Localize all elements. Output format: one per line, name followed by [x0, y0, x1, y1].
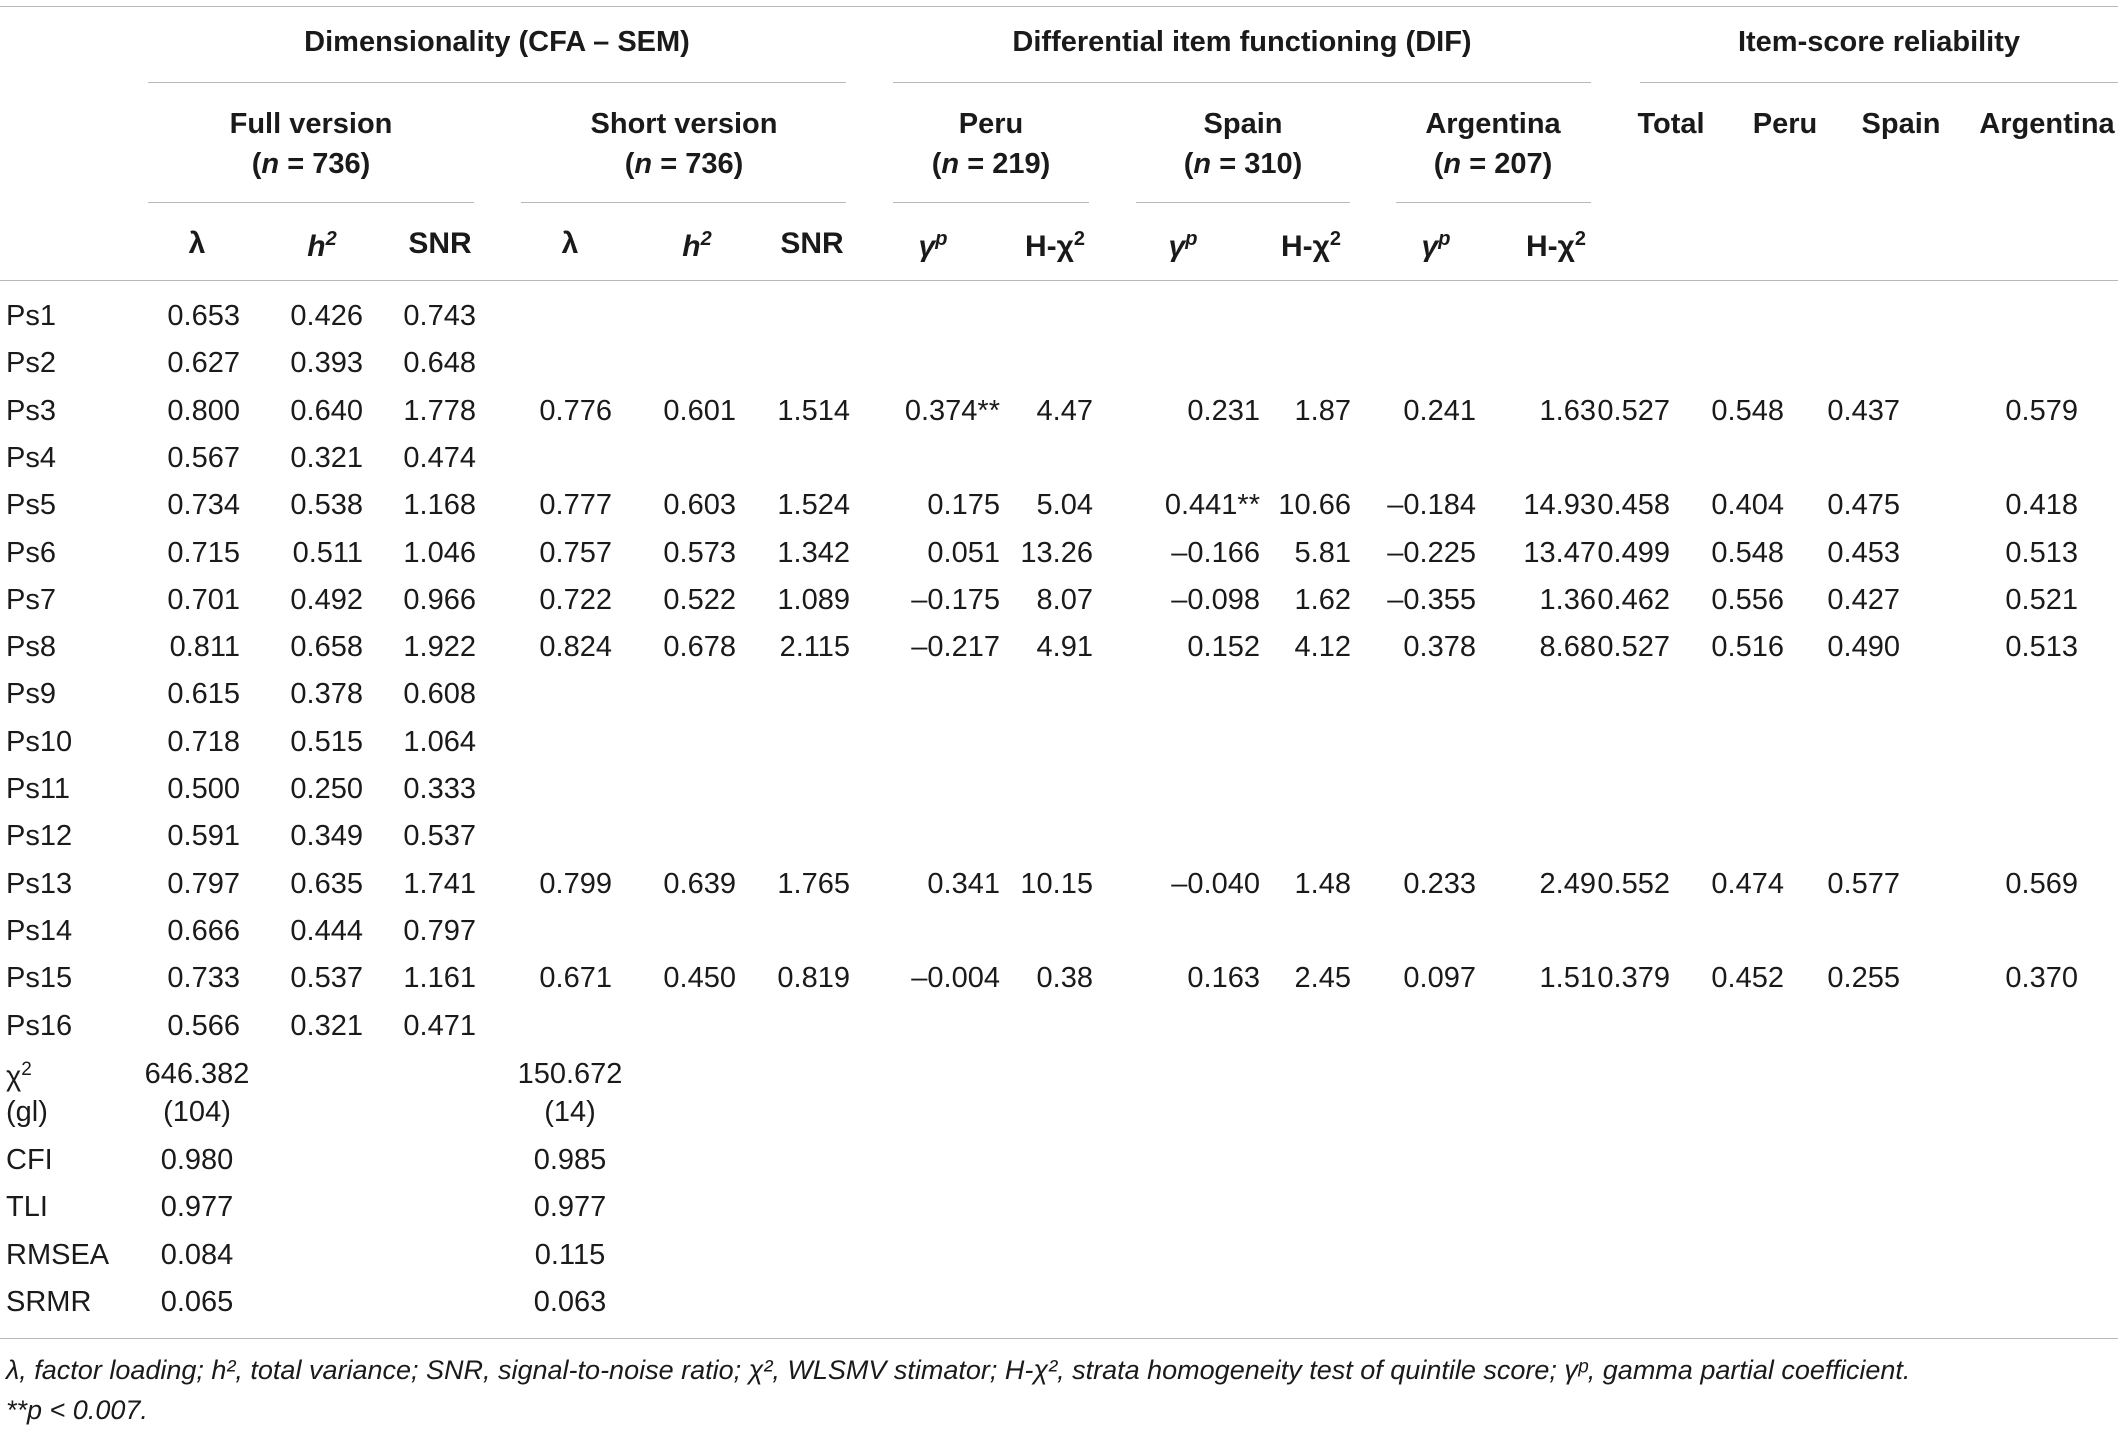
cell-snr-short: 0.819 [777, 962, 850, 994]
subheader-argentina: Argentina [1425, 108, 1561, 140]
cell-h2-full: 0.426 [290, 300, 363, 332]
cell-rel-argentina: 0.418 [2005, 489, 2078, 521]
cell-snr-full: 1.046 [403, 537, 476, 569]
cell-lambda-full: 0.615 [167, 678, 240, 710]
cell-h2-full: 0.250 [290, 773, 363, 805]
cell-item-label: Ps7 [6, 584, 56, 616]
cell-rel-total: 0.499 [1597, 537, 1670, 569]
cell-snr-full: 0.537 [403, 820, 476, 852]
cell-rel-spain: 0.490 [1827, 631, 1900, 663]
group-header-reliability: Item-score reliability [1737, 26, 2021, 58]
fit-full: 0.084 [160, 1239, 234, 1271]
cell-lambda-full: 0.811 [169, 631, 240, 663]
cell-gamma-peru: –0.217 [911, 631, 1000, 663]
cell-rel-total: 0.458 [1597, 489, 1670, 521]
cell-hchi-spain: 4.12 [1294, 631, 1351, 663]
cell-h2-full: 0.321 [290, 442, 363, 474]
cell-h2-full: 0.538 [290, 489, 363, 521]
cell-hchi-peru: 10.15 [1020, 868, 1093, 900]
fit-label: TLI [6, 1191, 48, 1223]
cell-lambda-short: 0.777 [539, 489, 612, 521]
fit-full: 0.977 [160, 1191, 234, 1223]
cell-hchi-spain: 2.45 [1294, 962, 1351, 994]
cell-gamma-peru: –0.004 [911, 962, 1000, 994]
col-header-gamma-spain: $\gamma^p$ [1168, 228, 1198, 263]
cell-hchi-spain: 5.81 [1294, 537, 1351, 569]
cell-h2-full: 0.511 [292, 537, 363, 569]
cell-lambda-full: 0.566 [167, 1010, 240, 1042]
fit-short: 0.063 [533, 1286, 607, 1318]
cell-item-label: Ps6 [6, 537, 56, 569]
cell-hchi-peru: 5.04 [1036, 489, 1093, 521]
cell-lambda-full: 0.701 [167, 584, 240, 616]
cell-rel-total: 0.527 [1597, 395, 1670, 427]
cell-lambda-full: 0.500 [167, 773, 240, 805]
cell-hchi-argentina: 1.36 [1539, 584, 1596, 616]
cell-h2-full: 0.378 [290, 678, 363, 710]
fit-chi-full: 646.382 [144, 1058, 250, 1090]
cell-h2-full: 0.658 [290, 631, 363, 663]
n-short-version: (n = 736) [624, 148, 744, 180]
cell-lambda-full: 0.733 [167, 962, 240, 994]
cell-gamma-spain: –0.098 [1171, 584, 1260, 616]
cell-h2-short: 0.639 [663, 868, 736, 900]
footnote-legend: λ, factor loading; h², total variance; SNR, signal-to-noise ratio; χ², WLSMV stimator; H-χ², strata homogeneity test of quintile score; γᵖ, gamma partial coefficient. [6, 1355, 1911, 1385]
col-header-gamma-peru: $\gamma^p$ [918, 228, 948, 263]
fit-gl-short: (14) [544, 1096, 596, 1128]
cell-item-label: Ps11 [6, 773, 70, 805]
cell-lambda-full: 0.653 [167, 300, 240, 332]
fit-chi-short: 150.672 [517, 1058, 623, 1090]
cell-rel-peru: 0.548 [1711, 395, 1784, 427]
cell-snr-short: 1.342 [777, 537, 850, 569]
cell-snr-short: 1.524 [777, 489, 850, 521]
cell-gamma-peru: 0.374** [904, 395, 1000, 427]
cell-lambda-short: 0.757 [539, 537, 612, 569]
cell-h2-full: 0.515 [290, 726, 363, 758]
fit-label: RMSEA [6, 1239, 110, 1271]
cell-hchi-peru: 4.47 [1036, 395, 1093, 427]
cell-rel-spain: 0.427 [1827, 584, 1900, 616]
n-peru: (n = 219) [931, 148, 1051, 180]
cell-hchi-argentina: 13.47 [1523, 537, 1596, 569]
cell-h2-full: 0.349 [290, 820, 363, 852]
cell-snr-full: 1.741 [403, 868, 476, 900]
cell-snr-short: 1.514 [777, 395, 850, 427]
cell-item-label: Ps4 [6, 442, 56, 474]
fit-full: 0.065 [160, 1286, 234, 1318]
subheader-short-version: Short version [590, 108, 778, 140]
col-header-hchi-spain: $H-\chi^2$ [1280, 228, 1342, 263]
cell-gamma-argentina: 0.378 [1403, 631, 1476, 663]
cell-hchi-spain: 1.48 [1294, 868, 1351, 900]
spain-rule [1136, 202, 1350, 203]
col-header-gamma-argentina: $\gamma^p$ [1421, 228, 1451, 263]
short-version-rule [521, 202, 846, 203]
col-header-h2-full: $h^2$ [307, 228, 337, 263]
col-header-hchi-argentina: $H-\chi^2$ [1525, 228, 1587, 263]
cell-rel-spain: 0.453 [1827, 537, 1900, 569]
cell-lambda-short: 0.671 [539, 962, 612, 994]
cell-rel-spain: 0.255 [1827, 962, 1900, 994]
argentina-rule [1396, 202, 1591, 203]
cell-lambda-short: 0.776 [539, 395, 612, 427]
fit-full: 0.980 [160, 1144, 234, 1176]
cell-item-label: Ps15 [6, 962, 73, 994]
table-top-rule [0, 6, 2118, 7]
cell-rel-peru: 0.474 [1711, 868, 1784, 900]
cell-hchi-peru: 13.26 [1020, 537, 1093, 569]
cell-hchi-argentina: 8.68 [1539, 631, 1596, 663]
cell-lambda-full: 0.666 [167, 915, 240, 947]
cell-rel-total: 0.527 [1597, 631, 1670, 663]
cell-gamma-peru: 0.341 [927, 868, 1000, 900]
cell-h2-short: 0.603 [663, 489, 736, 521]
cell-lambda-full: 0.627 [167, 347, 240, 379]
cell-rel-total: 0.462 [1597, 584, 1670, 616]
cell-hchi-argentina: 14.93 [1523, 489, 1596, 521]
n-argentina: (n = 207) [1433, 148, 1553, 180]
cell-hchi-argentina: 1.51 [1539, 962, 1596, 994]
cell-snr-full: 1.168 [403, 489, 476, 521]
cell-hchi-peru: 8.07 [1036, 584, 1093, 616]
cell-snr-full: 0.966 [403, 584, 476, 616]
subheader-total: Total [1637, 108, 1705, 140]
n-spain: (n = 310) [1183, 148, 1303, 180]
cell-rel-spain: 0.475 [1827, 489, 1900, 521]
cell-item-label: Ps16 [6, 1010, 73, 1042]
cell-lambda-short: 0.799 [539, 868, 612, 900]
full-version-rule [148, 202, 474, 203]
cell-gamma-spain: 0.441** [1164, 489, 1260, 521]
cell-h2-short: 0.573 [663, 537, 736, 569]
cell-gamma-argentina: –0.355 [1387, 584, 1476, 616]
cell-item-label: Ps8 [6, 631, 56, 663]
fit-short: 0.115 [534, 1239, 606, 1271]
cell-gamma-argentina: –0.184 [1387, 489, 1476, 521]
cell-rel-peru: 0.556 [1711, 584, 1784, 616]
subheader-rel-spain: Spain [1861, 108, 1941, 140]
cell-gamma-spain: 0.163 [1187, 962, 1260, 994]
header-bottom-rule [0, 280, 2118, 281]
cell-rel-peru: 0.452 [1711, 962, 1784, 994]
cell-rel-argentina: 0.513 [2005, 537, 2078, 569]
cell-rel-total: 0.552 [1597, 868, 1670, 900]
col-header-snr-full: SNR [408, 227, 472, 260]
cell-hchi-argentina: 1.63 [1539, 395, 1596, 427]
subheader-rel-argentina: Argentina [1979, 108, 2115, 140]
cell-h2-full: 0.492 [290, 584, 363, 616]
cell-rel-argentina: 0.370 [2005, 962, 2078, 994]
cell-lambda-full: 0.715 [167, 537, 240, 569]
cell-snr-full: 1.778 [403, 395, 476, 427]
cell-gamma-peru: 0.175 [927, 489, 1000, 521]
cell-lambda-full: 0.800 [167, 395, 240, 427]
cell-hchi-argentina: 2.49 [1539, 868, 1596, 900]
cell-h2-full: 0.635 [290, 868, 363, 900]
cell-rel-peru: 0.548 [1711, 537, 1784, 569]
col-header-snr-short: SNR [780, 227, 844, 260]
cell-hchi-spain: 10.66 [1278, 489, 1351, 521]
footnote-significance: **p < 0.007. [6, 1395, 148, 1425]
cell-snr-full: 0.333 [403, 773, 476, 805]
cell-snr-full: 0.474 [403, 442, 476, 474]
col-header-hchi-peru: $H-\chi^2$ [1024, 228, 1086, 263]
cell-snr-short: 2.115 [779, 631, 850, 663]
cell-item-label: Ps1 [6, 300, 56, 332]
cell-item-label: Ps12 [6, 820, 73, 852]
cell-gamma-argentina: 0.097 [1403, 962, 1476, 994]
cell-h2-short: 0.522 [663, 584, 736, 616]
dif-rule [893, 82, 1591, 83]
cell-gamma-spain: 0.152 [1187, 631, 1260, 663]
cell-gamma-spain: 0.231 [1187, 395, 1260, 427]
col-header-lambda-short: λ [561, 227, 579, 260]
cell-item-label: Ps2 [6, 347, 56, 379]
cell-snr-full: 0.471 [403, 1010, 476, 1042]
subheader-spain: Spain [1203, 108, 1283, 140]
cell-h2-full: 0.444 [290, 915, 363, 947]
cell-h2-short: 0.450 [663, 962, 736, 994]
group-header-dif: Differential item functioning (DIF) [1012, 26, 1472, 58]
col-header-h2-short: $h^2$ [682, 228, 712, 263]
fit-short: 0.985 [533, 1144, 607, 1176]
cell-rel-peru: 0.516 [1711, 631, 1784, 663]
cell-lambda-short: 0.722 [539, 584, 612, 616]
cell-gamma-argentina: 0.241 [1403, 395, 1476, 427]
cell-rel-argentina: 0.569 [2005, 868, 2078, 900]
cell-lambda-short: 0.824 [539, 631, 612, 663]
cell-item-label: Ps9 [6, 678, 56, 710]
cell-h2-full: 0.393 [290, 347, 363, 379]
cell-gamma-peru: –0.175 [911, 584, 1000, 616]
cell-hchi-spain: 1.62 [1294, 584, 1351, 616]
reliability-rule [1640, 82, 2118, 83]
cell-snr-full: 0.743 [403, 300, 476, 332]
cell-item-label: Ps13 [6, 868, 73, 900]
fit-label: SRMR [6, 1286, 92, 1318]
cell-h2-full: 0.321 [290, 1010, 363, 1042]
cell-snr-full: 1.161 [403, 962, 476, 994]
peru-rule [893, 202, 1089, 203]
fit-gl-full: (104) [163, 1096, 231, 1128]
cell-rel-peru: 0.404 [1711, 489, 1784, 521]
cell-snr-short: 1.089 [777, 584, 850, 616]
cell-gamma-peru: 0.051 [927, 537, 1000, 569]
cell-item-label: Ps14 [6, 915, 73, 947]
cell-h2-short: 0.678 [663, 631, 736, 663]
cell-snr-full: 0.797 [403, 915, 476, 947]
cell-h2-full: 0.640 [290, 395, 363, 427]
subheader-rel-peru: Peru [1752, 108, 1818, 140]
dimensionality-rule [148, 82, 846, 83]
cell-item-label: Ps5 [6, 489, 56, 521]
cell-lambda-full: 0.718 [167, 726, 240, 758]
cell-lambda-full: 0.567 [167, 442, 240, 474]
cell-snr-full: 0.648 [403, 347, 476, 379]
cell-lambda-full: 0.734 [167, 489, 240, 521]
fit-chi-label: $\chi^2$ [6, 1059, 32, 1093]
cell-rel-spain: 0.437 [1827, 395, 1900, 427]
cell-rel-spain: 0.577 [1827, 868, 1900, 900]
cell-gamma-spain: –0.040 [1171, 868, 1260, 900]
cell-rel-argentina: 0.513 [2005, 631, 2078, 663]
col-header-lambda-full: λ [188, 227, 206, 260]
cell-gamma-argentina: 0.233 [1403, 868, 1476, 900]
cell-snr-full: 1.922 [403, 631, 476, 663]
cell-hchi-spain: 1.87 [1294, 395, 1351, 427]
cell-lambda-full: 0.591 [167, 820, 240, 852]
cell-item-label: Ps10 [6, 726, 73, 758]
cell-rel-total: 0.379 [1597, 962, 1670, 994]
fit-short: 0.977 [533, 1191, 607, 1223]
cell-snr-full: 1.064 [403, 726, 476, 758]
fit-gl-label: (gl) [6, 1096, 48, 1128]
cell-hchi-peru: 4.91 [1036, 631, 1093, 663]
cell-rel-argentina: 0.521 [2005, 584, 2078, 616]
n-full-version: (n = 736) [251, 148, 371, 180]
cell-h2-short: 0.601 [663, 395, 736, 427]
cell-snr-full: 0.608 [403, 678, 476, 710]
cell-gamma-spain: –0.166 [1171, 537, 1260, 569]
group-header-dimensionality: Dimensionality (CFA – SEM) [304, 26, 690, 58]
fit-label: CFI [6, 1144, 53, 1176]
cell-rel-argentina: 0.579 [2005, 395, 2078, 427]
cell-h2-full: 0.537 [290, 962, 363, 994]
cell-gamma-argentina: –0.225 [1387, 537, 1476, 569]
subheader-full-version: Full version [229, 108, 393, 140]
cell-item-label: Ps3 [6, 395, 56, 427]
cell-snr-short: 1.765 [777, 868, 850, 900]
cell-hchi-peru: 0.38 [1036, 962, 1093, 994]
table-bottom-rule [0, 1338, 2118, 1339]
subheader-peru: Peru [958, 108, 1024, 140]
cell-lambda-full: 0.797 [167, 868, 240, 900]
